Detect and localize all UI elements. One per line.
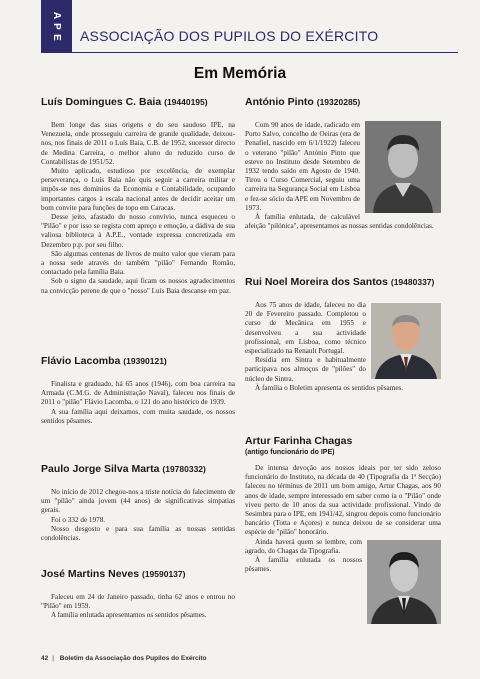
obituary-number: (19780332) [162,464,206,474]
obituary-name: José Martins Neves [41,568,140,580]
badge-letter-p: P [50,22,62,30]
portrait-photo-pinto [365,121,441,213]
obituary-heading [245,276,441,289]
paragraph: Residia em Sintra e habitualmente participava nos almoços de "pilões" do núcleo de Sintra. [245,356,366,383]
obituary-pinto [245,96,441,231]
obituary-chagas [245,435,441,626]
obituary-baia [41,96,235,296]
ape-logo-badge [41,0,72,52]
page-footer [41,655,211,662]
obituary-number: (19320285) [316,97,361,107]
association-title: ASSOCIAÇÃO DOS PUPILOS DO EXÉRCITO [80,28,379,44]
obituary-heading [245,96,441,109]
paragraph: São algumas centenas de livros de muito valor que vieram para a nossa sede através do também "pilão" Fernando Romão, contactado pela família Baia. [41,249,235,277]
obituary-name: Flávio Lacomba [41,355,121,367]
paragraph: Aos 75 anos de idade, faleceu no dia 20 de Fevereiro passado. Completou o curso de Mecânica em 1955 e desenvolveu a sua actividade profissional, em Lisboa, como técnico especializado na Renault Portugal. [245,301,366,356]
obituary-heading [41,568,235,581]
obituary-heading [245,435,441,448]
footer-separator: | [52,655,54,662]
badge-letter-a: A [50,11,62,19]
page-title: Em Memória [193,65,287,82]
obituary-heading [41,355,235,368]
obituary-neves [41,568,235,621]
badge-letter-e: E [50,33,62,41]
paragraph: No início de 2012 chegou-nos a triste notícia do falecimento de um "pilão" ainda jovem (44 anos) de significativas simpatias gerais. [41,488,235,515]
paragraph: Finalista e graduado, há 65 anos (1946), com boa carreira na Armada (C.M.G. de Administração Naval), faleceu nos finais de 2011 o "pilão" Flávio Lacomba, o 121 do ano histórico de 1939. [41,380,235,407]
obituary-heading [41,96,235,109]
paragraph: Desse jeito, afastado do nosso convívio, nunca esqueceu o "Pilão" e por isso se regista com apreço e emoção, a dádiva de sua valiosa biblioteca à A.P.E., vontade expressa concretizada em Dezembro p.p. por seu filho. [41,213,235,249]
obituary-name: Luís Domingues C. Baia [41,96,162,108]
obituary-name: António Pinto [245,96,314,108]
obituary-name: Artur Farinha Chagas [245,435,353,447]
obituary-name: Paulo Jorge Silva Marta [41,463,160,475]
obituary-lacomba [41,355,235,426]
obituary-marta [41,463,235,543]
obituary-number: (19590137) [141,569,186,579]
paragraph: À família enlutada os nossos pêsames. [245,556,362,574]
paragraph: Faleceu em 24 de Janeiro passado, tinha 62 anos e entrou no "Pilão" em 1959. [41,593,235,611]
paragraph: De intensa devoção aos nossos ideais por ter sido zeloso funcionário do Instituto, na década de 40 (Tipografia da 1ª Secção) faleceu no términus de 2011 um bom amigo, Artur Chagas, aos 90 anos de idade, sempre interessado em saber como ia o "Pilão" onde viveu perto de 10 anos da sua actividade profissional. Vindo de Sesimbra para o IPE, em 1941/42, singrou depois como funcionário bancário (Totta e Açores) e nunca deixou de se considerar uma espécie de "pilão" honorário. [245,464,441,537]
paragraph: À família o Boletim apresenta os sentidos pêsames. [255,383,404,392]
paragraph: Ainda haverá quem se lembre, com agrado, do Chagas da Tipografia. [245,537,362,555]
paragraph: Com 90 anos de idade, radicado em Porto Salvo, concelho de Oeiras (era de Penafiel, nascido em 6/1/1922) faleceu o veterano "pilão" António Pinto que esteve no Instituto desde Setembro de 1932 tendo saído em Agosto de 1940. Tirou o Curso Comercial, seguiu uma carreira na Segurança Social em Lisboa e fez-se sócio da APE em Novembro de 1973. [245,121,360,212]
paragraph: A sua família aqui deixamos, com muita saudade, os nossos sentidos pêsames. [41,407,235,425]
page-number: 42 [41,655,49,662]
portrait-photo-chagas [367,540,441,624]
publication-name: Boletim da Associação dos Pupilos do Exército [59,655,207,662]
paragraph: A família enlutada apresentamos os sentidos pêsames. [51,611,207,620]
obituary-subtitle: (antigo funcionário do IPE) [245,449,335,456]
obituary-santos [245,276,441,393]
portrait-photo-santos [371,303,441,379]
paragraph: À família enlutada, de calculável afeição "pilónica", apresentamos as nossas sentidas condolências. [245,213,434,231]
obituary-number: (19390121) [123,356,167,366]
obituary-heading [41,463,235,476]
paragraph: Sob o signo da saudade, aqui ficam os nossos agradecimentos na convicção perene de que o "nosso" Luís Baia descanse em paz. [41,277,235,295]
paragraph: Bem longe das suas origens e do seu saudoso IPE, na Venezuela, onde prosseguiu carreira de grande qualidade, deixou-nos, nos finais de 2011 o Luís Baia, C.B. de 1952, sucessor directo de Medina Carreira, o melhor aluno do reduzido curso de Contabilistas de 1951/52. [41,121,235,166]
obituary-name: Rui Noel Moreira dos Santos [245,276,388,288]
obituary-number: (19440195) [164,97,208,107]
paragraph: Foi o 332 de 1978. [51,515,106,524]
header-divider [41,52,458,53]
obituary-number: (19480337) [390,277,435,287]
paragraph: Nosso desgosto e para sua família as nossas sentidas condolências. [41,524,235,543]
paragraph: Muito aplicado, estudioso por excelência, de exemplar perseverança, o Luís Baia não quis seguir a carreira militar e impôs-se nos domínios da Economia e Contabilidade, ocupando importantes cargos à escala nacional antes de decidir aceitar um bom convite para funções de topo em Caracas. [41,167,235,212]
